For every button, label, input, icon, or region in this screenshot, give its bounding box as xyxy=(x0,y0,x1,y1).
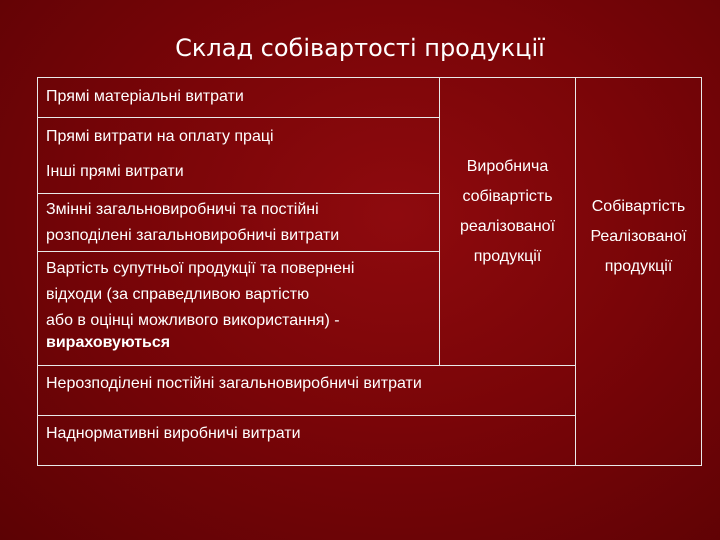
row-byproducts-text: Вартість супутньої продукції та повернені відходи (за справедливою вартістю або в оцінці можливого використання) - xyxy=(46,260,355,329)
group-total-cost: Собівартість Реалізованої продукції xyxy=(575,77,702,466)
page-title: Склад собівартості продукції xyxy=(175,34,545,62)
row-variable-overhead: Змінні загальновиробничі та постійні розподілені загальновиробничі витрати xyxy=(37,193,440,252)
row-other-direct: Інші прямі витрати xyxy=(37,157,440,194)
row-direct-materials: Прямі матеріальні витрати xyxy=(37,77,440,118)
row-byproducts xyxy=(37,251,440,366)
row-byproducts-deducted-label: вираховуються xyxy=(46,334,171,351)
row-excess-costs: Наднормативні виробничі витрати xyxy=(37,415,576,466)
group-production-cost: Виробнича собівартість реалізованої продукції xyxy=(439,77,576,366)
row-direct-labor: Прямі витрати на оплату праці xyxy=(37,117,440,157)
row-unallocated-fixed: Нерозподілені постійні загальновиробничі витрати xyxy=(37,365,576,416)
